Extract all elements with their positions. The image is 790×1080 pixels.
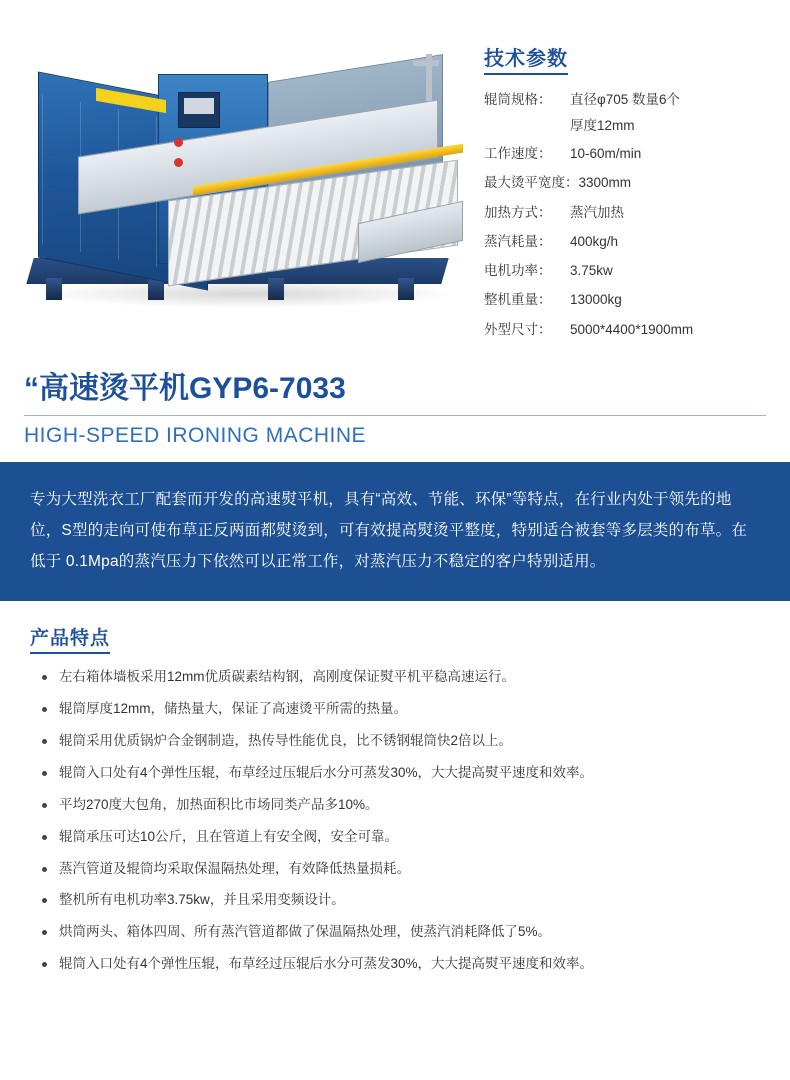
bullet-icon <box>42 771 47 776</box>
feature-text: 蒸汽管道及辊筒均采取保温隔热处理，有效降低热量损耗。 <box>59 860 410 876</box>
spec-label: 蒸汽耗量： <box>484 233 552 249</box>
list-item <box>30 860 766 879</box>
spec-section <box>468 30 768 350</box>
photo-shadow <box>36 280 456 308</box>
list-item <box>30 668 766 687</box>
feature-text: 辊筒入口处有4个弹性压辊，布草经过压辊后水分可蒸发30%，大大提高熨平速度和效率。 <box>59 956 594 972</box>
list-item <box>30 828 766 847</box>
spec-row <box>484 233 768 251</box>
headline-divider <box>24 415 766 416</box>
spec-value: 蒸汽加热 <box>570 204 624 220</box>
spec-value: 3300mm <box>578 175 632 191</box>
spec-row <box>484 291 768 309</box>
spec-subvalue: 厚度12mm <box>570 118 635 134</box>
list-item <box>30 700 766 719</box>
feature-text: 辊筒入口处有4个弹性压辊，布草经过压辊后水分可蒸发30%，大大提高熨平速度和效率。 <box>59 764 594 780</box>
bullet-icon <box>42 898 47 903</box>
features-section <box>0 601 790 974</box>
machine-leg <box>268 278 284 300</box>
feature-text: 辊筒采用优质锅炉合金钢制造，热传导性能优良，比不锈钢辊筒快2倍以上。 <box>59 733 513 749</box>
spec-row <box>484 91 768 109</box>
product-photo <box>18 30 468 335</box>
spec-value: 直径φ705 数量6个 <box>570 92 681 107</box>
spec-row <box>484 321 768 339</box>
spec-title: 技术参数 <box>484 42 568 75</box>
bullet-icon <box>42 962 47 967</box>
machine-indicator-icon <box>174 158 183 167</box>
list-item <box>30 796 766 815</box>
machine-leg <box>398 278 414 300</box>
list-item <box>30 923 766 942</box>
page-subtitle: HIGH-SPEED IRONING MACHINE <box>24 424 367 448</box>
list-item <box>30 764 766 783</box>
spec-label: 工作速度： <box>484 146 552 162</box>
spec-label: 加热方式： <box>484 204 552 220</box>
spec-value: 10-60m/min <box>570 146 642 162</box>
feature-text: 左右箱体墙板采用12mm优质碳素结构钢，高刚度保证熨平机平稳高速运行。 <box>59 669 516 685</box>
top-section <box>0 0 790 350</box>
feature-text: 辊筒承压可达10公斤，且在管道上有安全阀，安全可靠。 <box>59 828 399 844</box>
machine-emergency-stop-icon <box>174 138 183 147</box>
feature-text: 烘筒两头、箱体四周、所有蒸汽管道都做了保温隔热处理，使蒸汽消耗降低了5%。 <box>59 924 552 940</box>
spec-label: 外型尺寸： <box>484 321 552 337</box>
spec-label: 电机功率： <box>484 263 552 279</box>
machine-control-screen <box>184 98 214 114</box>
steam-pipe-horizontal <box>413 60 439 66</box>
spec-value: 5000*4400*1900mm <box>570 321 694 337</box>
list-item <box>30 955 766 974</box>
spec-row <box>484 174 768 192</box>
bullet-icon <box>42 739 47 744</box>
list-item <box>30 891 766 910</box>
bullet-icon <box>42 835 47 840</box>
spec-row <box>484 262 768 280</box>
headline-section <box>0 350 790 463</box>
spec-row <box>484 204 768 222</box>
page-title: “高速烫平机GYP6-7033 <box>24 371 346 405</box>
bullet-icon <box>42 707 47 712</box>
spec-label: 最大烫平宽度： <box>484 175 579 191</box>
spec-label: 辊筒规格： <box>484 92 552 107</box>
spec-label: 整机重量： <box>484 292 552 308</box>
feature-text: 平均270度大包角，加热面积比市场同类产品多10%。 <box>59 796 379 812</box>
spec-value: 400kg/h <box>570 233 619 249</box>
list-item <box>30 732 766 751</box>
feature-text: 整机所有电机功率3.75kw，并且采用变频设计。 <box>59 892 345 908</box>
features-title: 产品特点 <box>30 623 110 654</box>
description-band: 专为大型洗衣工厂配套而开发的高速熨平机，具有“高效、节能、环保”等特点，在行业内处于领先的地位，S型的走向可使布草正反两面都熨烫到，可有效提高熨烫平整度，特别适合被套等多层类的布草。在低于 0.1Mpa的蒸汽压力下依然可以正常工作，对蒸汽压力不稳定的客户特别适用。 <box>0 462 790 601</box>
bullet-icon <box>42 867 47 872</box>
spec-row <box>484 145 768 163</box>
spec-value: 13000kg <box>570 292 622 308</box>
feature-text: 辊筒厚度12mm，储热量大，保证了高速烫平所需的热量。 <box>59 701 408 717</box>
bullet-icon <box>42 675 47 680</box>
bullet-icon <box>42 803 47 808</box>
machine-leg <box>46 278 62 300</box>
bullet-icon <box>42 930 47 935</box>
spec-value: 3.75kw <box>570 263 613 279</box>
